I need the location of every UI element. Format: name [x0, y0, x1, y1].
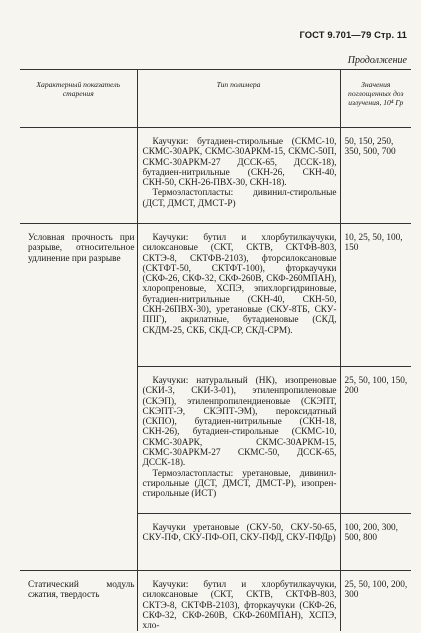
dose-values-cell: 100, 200, 300, 500, 800: [340, 514, 411, 571]
polymer-cell: [137, 367, 340, 514]
page-header: ГОСТ 9.701—79 Стр. 11: [299, 29, 407, 40]
indicator-cell: Статический модуль сжатия, твердость: [20, 571, 137, 632]
polymer-text: Каучуки уретановые (СКУ-50, СКУ-50-65, СКУ-ПФ, СКУ-ПФ-ОП, СКУ-ПФД, СКУ-ПФДр): [142, 523, 337, 544]
radiation-dose-table: [20, 69, 411, 631]
polymer-cell: [137, 514, 340, 571]
polymer-text: Каучуки: бутил и хлорбутилкаучуки, силоксановые (СКТ, СКТВ, СКТФВ-803, СКТЭ-8, СКТФВ-2103), фторкаучуки (СКФ-26, СКФ-32, СКФ-260В, СКФ-260МПАН), ХСПЭ, хло-: [142, 580, 337, 632]
polymer-text: Каучуки: бутил и хлорбутилкаучуки, силоксановые (СКТ, СКТВ, СКТФВ-803, СКТЭ-8, СКТФВ-2103), фторсилоксановые (СКТФТ-50, СКТФТ-100), фторкаучуки (СКФ-26, СКФ-32, СКФ-260В, СКФ-260МПАН), хлоропреновые, ХСПЭ, эпихлоргидриновые, бутадиен-нитрильные (СКН-40, СКН-50, СКН-26ПВХ-30), уретановые (СКУ-8ТБ, СКУ-ППГ), акрилатные, бутадиеновые (СКД, СКДМ-25, СКБ, СКД-СР, СКД-СРМ).: [142, 233, 337, 336]
dose-values-cell: 50, 150, 250, 350, 500, 700: [340, 128, 411, 224]
table-row: [20, 128, 411, 224]
polymer-text: Термоэластопласты: дивинил-стирольные (ДСТ, ДМСТ, ДМСТ-Р): [142, 188, 337, 209]
indicator-cell: [20, 128, 137, 224]
column-header-doses: Значения поглощенных доз излучения, 10⁴ Гр: [340, 70, 411, 128]
polymer-text: Термоэластопласты: уретановые, дивинил-стирольные (ДСТ, ДМСТ, ДМСТ-Р), изопрен-стирольные (ИСТ): [142, 468, 337, 500]
polymer-cell: [137, 128, 340, 224]
polymer-cell: [137, 224, 340, 367]
polymer-text: Каучуки: бутадиен-стирольные (СКМС-10, СКМС-30АРК, СКМС-30АРКМ-15, СКМС-50П, СКМС-30АРКМ-27 ДССК-65, ДССК-18), бутадиен-нитрильные (СКН-26, СКН-40, СКН-50, СКН-26-ПВХ-30, СКН-18).: [142, 137, 337, 189]
indicator-cell: [20, 514, 137, 571]
dose-values-cell: 25, 50, 100, 150, 200: [340, 367, 411, 514]
polymer-text: Каучуки: натуральный (НК), изопреновые (СКИ-3, СКИ-3-01), этиленпропиленовые (СКЭП), этиленпропилендиеновые (СКЭПТ, СКЭПТ-Э, СКЭПТ-ЭМ), пероксидатный (СКПО), бутадиен-нитрильные (СКН-18, СКН-26), бутадиен-стирольные (СКМС-10, СКМС-30АРК, СКМС-30АРКМ-15, СКМС-30АРКМ-27 СКМС-50, ДССК-65, ДССК-18).: [142, 376, 337, 469]
continuation-label: Продолжение: [347, 55, 407, 66]
table-row: [20, 571, 411, 632]
table-header-row: [20, 70, 411, 128]
column-header-polymer: Тип полимера: [137, 70, 340, 128]
table-row: [20, 514, 411, 571]
indicator-cell: Условная прочность при разрыве, относительное удлинение при разрыве: [20, 224, 137, 367]
dose-values-cell: 10, 25, 50, 100, 150: [340, 224, 411, 367]
table-row: [20, 367, 411, 514]
column-header-indicator: Характерный показатель старения: [20, 70, 137, 128]
indicator-cell: [20, 367, 137, 514]
dose-values-cell: 25, 50, 100, 200, 300: [340, 571, 411, 632]
polymer-cell: [137, 571, 340, 632]
table-row: [20, 224, 411, 367]
